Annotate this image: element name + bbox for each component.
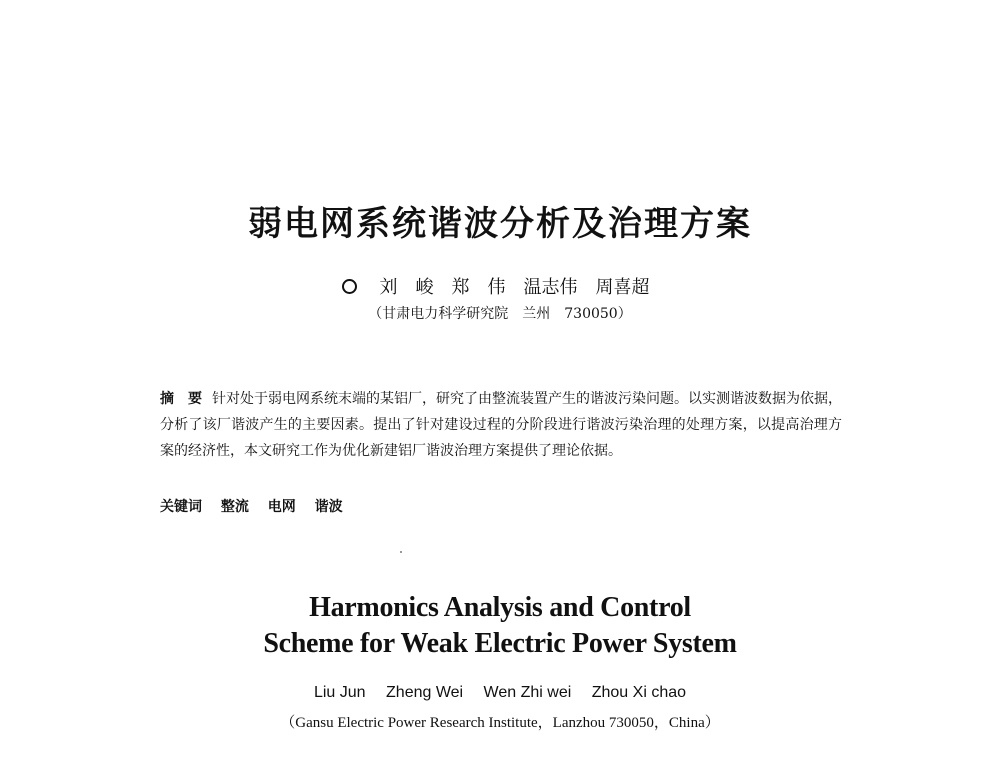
circle-bullet-icon (342, 279, 357, 294)
author-cn-3: 温志伟 (523, 277, 578, 298)
author-cn-2: 郑 伟 (451, 277, 506, 298)
author-en-1: Liu Jun (313, 684, 366, 701)
author-cn-1: 刘 峻 (379, 277, 434, 298)
keyword-item: 谐波 (314, 499, 343, 515)
abstract-text: 针对处于弱电网系统末端的某铝厂，研究了由整流装置产生的谐波污染问题。以实测谐波数据为依据，分析了该厂谐波产生的主要因素。提出了针对建设过程的分阶段进行谐波污染治理的处理方案，以提高治理方案的经济性，本文研究工作为优化新建铝厂谐波治理方案提供了理论依据。 (160, 391, 842, 459)
english-affiliation: （Gansu Electric Power Research Institute，Lanzhou 730050，China） (280, 715, 720, 731)
chinese-authors (0, 273, 1000, 299)
keywords-label: 关键词 (160, 499, 202, 515)
keyword-item: 整流 (220, 499, 249, 515)
keyword-item: 电网 (267, 499, 296, 515)
author-en-2: Zheng Wei (386, 684, 464, 701)
abstract-label: 摘 要 (160, 391, 202, 407)
author-en-4: Zhou Xi chao (591, 684, 687, 701)
keywords (160, 496, 357, 516)
english-title-line-2: Scheme for Weak Electric Power System (263, 628, 737, 659)
chinese-title: 弱电网系统谐波分析及治理方案 (248, 204, 752, 244)
scan-speck (400, 551, 402, 553)
english-authors (0, 684, 1000, 702)
abstract (160, 386, 842, 464)
author-cn-4: 周喜超 (595, 277, 650, 298)
author-en-3: Wen Zhi wei (483, 684, 572, 701)
english-title (0, 590, 1000, 662)
chinese-affiliation: （甘肃电力科学研究院 兰州 730050） (368, 306, 632, 322)
english-title-line-1: Harmonics Analysis and Control (309, 592, 691, 623)
